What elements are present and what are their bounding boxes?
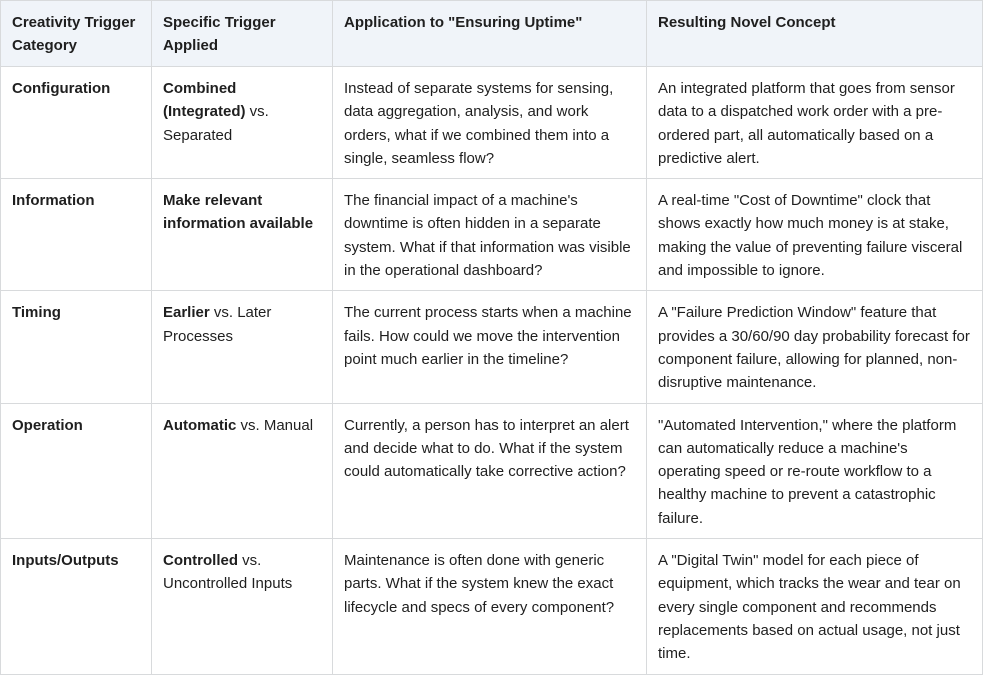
table-row <box>1 403 983 538</box>
trigger-rest-text: vs. Uncontrolled Inputs <box>163 552 293 593</box>
application-cell: The current process starts when a machine fails. How could we move the intervention point much earlier in the timeline? <box>333 291 647 403</box>
trigger-bold-text: Combined (Integrated) <box>163 80 246 121</box>
table-row <box>1 291 983 403</box>
category-cell: Information <box>1 179 152 291</box>
header-concept: Resulting Novel Concept <box>647 1 983 67</box>
table-row <box>1 539 983 674</box>
trigger-rest-text: vs. Later Processes <box>163 304 272 345</box>
trigger-rest-text: vs. Manual <box>236 416 314 434</box>
table-body <box>1 67 983 675</box>
category-cell: Timing <box>1 291 152 403</box>
trigger-bold-text: Make relevant information available <box>163 192 314 233</box>
header-row <box>1 1 983 67</box>
table-header <box>1 1 983 67</box>
concept-cell: A real-time "Cost of Downtime" clock that shows exactly how much money is at stake, making the value of preventing failure visceral and impossible to ignore. <box>647 179 983 291</box>
category-cell: Inputs/Outputs <box>1 539 152 674</box>
application-cell: The financial impact of a machine's downtime is often hidden in a separate system. What if that information was visible in the operational dashboard? <box>333 179 647 291</box>
table-row <box>1 179 983 291</box>
trigger-cell <box>152 403 333 538</box>
trigger-cell <box>152 67 333 179</box>
concept-cell: "Automated Intervention," where the platform can automatically reduce a machine's operating speed or re-route workflow to a healthy machine to prevent a catastrophic failure. <box>647 403 983 538</box>
trigger-rest-text: vs. Separated <box>163 103 269 144</box>
category-cell: Configuration <box>1 67 152 179</box>
trigger-cell <box>152 291 333 403</box>
application-cell: Maintenance is often done with generic parts. What if the system knew the exact lifecycle and specs of every component? <box>333 539 647 674</box>
application-cell: Currently, a person has to interpret an alert and decide what to do. What if the system could automatically take corrective action? <box>333 403 647 538</box>
category-cell: Operation <box>1 403 152 538</box>
trigger-cell <box>152 179 333 291</box>
header-application: Application to "Ensuring Uptime" <box>333 1 647 67</box>
concept-cell: An integrated platform that goes from sensor data to a dispatched work order with a pre-ordered part, all automatically based on a predictive alert. <box>647 67 983 179</box>
trigger-bold-text: Earlier <box>163 304 210 322</box>
application-cell: Instead of separate systems for sensing, data aggregation, analysis, and work orders, what if we combined them into a single, seamless flow? <box>333 67 647 179</box>
trigger-cell <box>152 539 333 674</box>
concept-cell: A "Failure Prediction Window" feature that provides a 30/60/90 day probability forecast for component failure, allowing for planned, non-disruptive maintenance. <box>647 291 983 403</box>
concept-cell: A "Digital Twin" model for each piece of equipment, which tracks the wear and tear on every single component and recommends replacements based on actual usage, not just time. <box>647 539 983 674</box>
table-row <box>1 67 983 179</box>
header-trigger: Specific Trigger Applied <box>152 1 333 67</box>
trigger-bold-text: Automatic <box>163 416 237 434</box>
trigger-bold-text: Controlled <box>163 552 238 570</box>
header-category: Creativity Trigger Category <box>1 1 152 67</box>
